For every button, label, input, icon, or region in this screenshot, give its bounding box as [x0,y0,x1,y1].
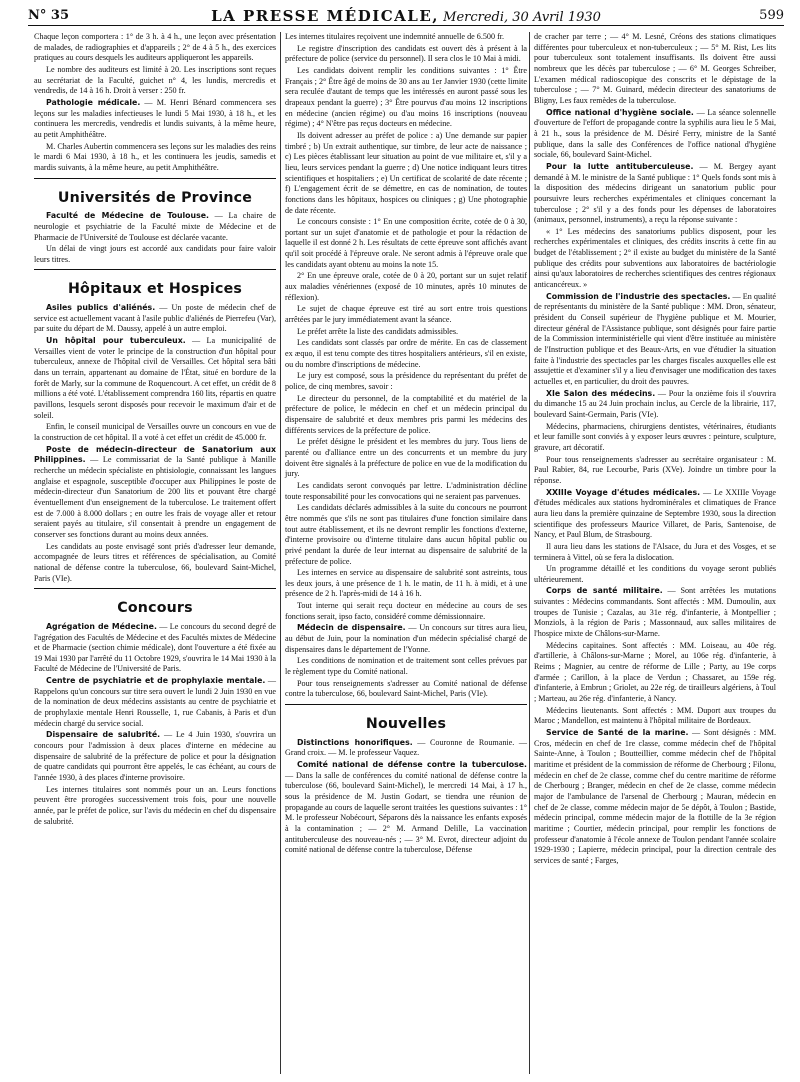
paragraph: Le sujet de chaque épreuve est tiré au sort entre trois questions arrêtées par le jury immédiatement avant la séance. [285,304,527,325]
page-header [28,4,784,26]
paragraph: Médecins, pharmaciens, chirurgiens dentistes, vétérinaires, étudiants et leur famille sont conviés à y exposer leurs œuvres : peinture, sculpture, gravure, art décoratif. [534,421,776,452]
paragraph: Il aura lieu dans les stations de l'Alsace, du Jura et des Vosges, et se terminera à Vittel, où se fera la dislocation. [534,541,776,562]
paragraph: Corps de santé militaire. — Sont arrêtées les mutations suivantes : Médecins commandants. Sont affectés : MM. Dumoulin, aux troupes de Tunisie ; Cazalas, au 31e rég. d'infanterie, à Montpellier ; Monziols, à la région de Paris ; Massonnaud, aux salles militaires de l'hospice mixte de Châlons-sur-Marne. [534,586,776,639]
section-title: Nouvelles [365,716,447,733]
paragraph: Pour tous renseignements s'adresser au Comité national de défense contre la tuberculose, 66, boulevard Saint-Michel, Paris (VIe). [285,678,527,699]
article-heading: Faculté de Médecine de Toulouse. [46,211,209,221]
journal-title: LA PRESSE MÉDICALE, [211,7,439,25]
section-title: Hôpitaux et Hospices [67,281,243,298]
article-heading: Pathologie médicale. [46,97,141,107]
paragraph: Centre de psychiatrie et de prophylaxie mentale. — Rappelons qu'un concours sur titre sera ouvert le lundi 2 Juin 1930 en vue de la nomination de deux médecins assistants au centre de psychiatrie et de prophylaxie mentale Henri Rousselle, 1, rue Cabanis, à Paris et d'un médecin chargé du service social. [34,676,277,728]
paragraph: Le concours consiste : 1° En une composition écrite, cotée de 0 à 30, portant sur un sujet d'anatomie et de pathologie et pour la rédaction de laquelle il est donné 2 h. Les résultats de cette épreuve sont affichés avant qu'il soit procédé à l'épreuve orale. Ne seront admis à l'épreuve orale que les candidats ayant obtenu au moins la note 15. [285,217,527,269]
paragraph: Les candidats seront convoqués par lettre. L'administration décline toute responsabilité pour les convocations qui ne seraient pas parvenues. [285,480,527,501]
article-heading: Agrégation de Médecine. [46,621,157,631]
page-number: 599 [759,8,784,23]
section-title: Concours [117,600,193,617]
article-heading: Distinctions honorifiques. [297,737,413,747]
paragraph: Les internes en service au dispensaire de salubrité sont astreints, tous les deux jours, à une présence de 1 h. le matin, de 11 h. à midi, et à une présence de 2 h. l'après-midi de 14 à 16 h. [285,568,527,599]
paragraph: Les candidats sont classés par ordre de mérite. En cas de classement ex æquo, il est tenu compte des titres hospitaliers antérieurs, s'il en existe, ou du nombre d'inscriptions de médecine. [285,338,527,369]
paragraph: Asiles publics d'aliénés. — Un poste de médecin chef de service est actuellement vacant à l'asile public d'aliénés de Pierrefeu (Var), par suite du départ de M. Daussy, appelé à un autre emploi. [34,303,276,334]
paragraph: Pour tous renseignements s'adresser au secrétaire organisateur : M. Paul Rabier, 84, rue Lecourbe, Paris (XVe). Joindre un timbre pour la réponse. [534,454,776,485]
paragraph: 2° En une épreuve orale, cotée de 0 à 20, portant sur un sujet relatif aux maladies vénériennes (exposé de 10 minutes, après 10 minutes de réflexion). [285,271,527,302]
paragraph: Distinctions honorifiques. — Couronne de Roumanie. — Grand croix. — M. le professeur Vaquez. [285,737,528,758]
article-heading: Un hôpital pour tuberculeux. [46,336,186,346]
article-heading: Asiles publics d'aliénés. [46,303,156,313]
article-heading: Comité national de défense contre la tuberculose. [297,760,527,769]
masthead [28,7,784,25]
article-heading: Commission de l'industrie des spectacles. [546,291,731,301]
paragraph: Chaque leçon comportera : 1° de 3 h. à 4 h., une leçon avec présentation de malades, de radiographies et d'appareils ; 2° de 4 à 5 h., des exercices pratiques au cours desquels les auditeurs appliqueront les appareils. [34,32,276,63]
column-divider [529,32,530,1074]
paragraph: Le nombre des auditeurs est limité à 20. Les inscriptions sont reçues au secrétariat de la Faculté, guichet n° 4, les lundis, mercredis et vendredis, de 14 à 16 h. Droit à verser : 250 fr. [34,64,276,96]
paragraph: Enfin, le conseil municipal de Versailles ouvre un concours en vue de la construction de cet hôpital. Il a voté à cet effet un crédit de 45.000 fr. [34,422,276,442]
paragraph: XIe Salon des médecins. — Pour la onzième fois il s'ouvrira du dimanche 15 au 24 Juin prochain inclus, au Cercle de la librairie, 117, boulevard Saint-Germain, Paris (VIe). [534,388,776,419]
article-heading: Service de Santé de la marine. [546,728,689,737]
section-rule [285,704,527,705]
paragraph: Médecin de dispensaire. — Un concours sur titres aura lieu, au début de Juin, pour la nomination d'un médecin spécialisé chargé de dispensaires dans le département de l'Yonne. [285,623,527,654]
paragraph: Un délai de vingt jours est accordé aux candidats pour faire valoir leurs titres. [34,244,276,264]
article-heading: Centre de psychiatrie et de prophylaxie mentale. [46,676,266,686]
section-title: Universités de Province [57,189,253,206]
column-1 [34,32,276,828]
paragraph: Les candidats doivent remplir les conditions suivantes : 1° Être Français ; 2° Être âgé de moins de 30 ans au 1er Janvier 1930 (cette limite sera reculée d'autant de temps que les intéressés en auront passé sous les drapeaux pendant la guerre) ; 3° Être pourvus d'au moins 12 inscriptions en médecine (ancien régime) ou d'au moins 16 inscriptions (nouveau régime) ; 4° N'être pas reçus docteurs en médecine. [285,65,527,129]
paragraph: Un hôpital pour tuberculeux. — La municipalité de Versailles vient de voter le principe de la construction d'un hôpital pour tuberculeux, annexe de l'hôpital civil de Versailles. Cet hôpital sera bâti dans un terrain, appartenant au domaine de l'État, situé en bordure de la forêt de Marly, sur la commune de Roquencourt. A cet effet, un crédit de 8 millions a été voté. L'établissement comprendra 160 lits, répartis en quatre pavillons, lesquels seront disposés pour recevoir le maximum d'air et de soleil. [34,336,276,420]
paragraph: Pour la lutte antituberculeuse. — M. Bergey ayant demandé à M. le ministre de la Santé publique : 1° Quels fonds sont mis à la disposition des médecins dirigeant un sanatorium public pour poursuivre leurs recherches expérimentales et cliniques concernant la tuberculose ; 2° s'il y a des fonds pour les dépenses de laboratoires (animaux, personnel, instruments), a reçu la réponse suivante : [534,161,776,225]
paragraph: Les conditions de nomination et de traitement sont celles prévues par le règlement type du Comité national. [285,656,527,677]
paragraph: « 1° Les médecins des sanatoriums publics disposent, pour les recherches expérimentales et cliniques, des crédits inscrits à cette fin au budget de l'établissement ; 2° il existe au budget du ministère de la Santé publique des crédits pour subventions aux laboratoires de bactériologie ainsi qu'aux laboratoires de recherches scientifiques des centres régionaux anticancéreux. » [534,226,776,290]
section-rule [34,178,276,179]
paragraph: Office national d'hygiène sociale. — La séance solennelle d'ouverture de l'effort de propagande contre la syphilis aura lieu le 5 Mai, à 21 h., sous la présidence de M. Désiré Ferry, ministre de la Santé publique, dans la salle des Conférences de l'office national d'hygiène sociale, 66, boulevard Saint-Michel. [534,107,776,160]
paragraph: Médecins capitaines. Sont affectés : MM. Loiseau, au 40e rég. d'artillerie, à Châlons-sur-Marne ; Morel, au 106e rég. d'infanterie, à Reims ; Magnier, au centre de réforme de Lille ; Party, au 19e corps d'armée ; Carillon, à la place de Verdun ; Chassaret, au 159e rég. d'infanterie, à Embrun ; Griolet, au 22e rég. de tirailleurs algériens, à Toul ; Marteau, au 26e rég. d'infanterie, à Nancy. [534,640,776,704]
paragraph: Poste de médecin-directeur de Sanatorium aux Philippines. — Le commissariat de la Santé publique à Manille recherche un médecin spécialiste en phtisiologie, connaissant les langues anglaise et espagnole, susceptible d'occuper aux Philippines le poste de médecin-directeur d'un Sanatorium de 200 lits et pouvant être chargé éventuellement d'un enseignement de la tuberculose. Le traitement offert est de 7.000 à 8.000 dollars ; en outre les frais de voyage aller et retour seraient payés au titulaire, s'il consentait à prendre un engagement de conserver ses fonctions durant au moins deux années. [34,444,276,539]
header-rule [28,25,784,26]
article-heading: Poste de médecin-directeur de Sanatorium aux Philippines. [34,444,276,465]
paragraph: Les internes titulaires reçoivent une indemnité annuelle de 6.500 fr. [285,32,505,41]
paragraph: Le jury est composé, sous la présidence du représentant du préfet de police, de cinq membres, savoir : [285,371,527,391]
article-heading: XIe Salon des médecins. [546,388,656,398]
paragraph: Le registre d'inscription des candidats est ouvert dès à présent à la préfecture de police (service du personnel). Il sera clos le 10 Mai à midi. [285,43,527,64]
column-3 [534,32,776,868]
section-rule [34,269,276,270]
article-heading: Corps de santé militaire. [546,586,663,596]
paragraph: Tout interne qui serait reçu docteur en médecine au cours de ses fonctions serait, ipso facto, considéré comme démissionnaire. [285,601,527,621]
paragraph: M. Charles Aubertin commencera ses leçons sur les maladies des reins le mardi 6 Mai 1930, à 18 h., et les continuera les jeudis, samedis et mardis suivants, à la même heure, au petit Amphithéâtre. [34,141,276,172]
article-heading: Médecin de dispensaire. [297,623,406,633]
section-rule [34,588,276,589]
paragraph: Un programme détaillé et les conditions du voyage seront publiés ultérieurement. [534,564,776,584]
paragraph: Pathologie médicale. — M. Henri Bénard commencera ses leçons sur les maladies infectieuses le lundi 5 Mai 1930, à 18 h., et les continuera les mercredis, vendredis et lundis suivants, à la même heure, au petit Amphithéâtre. [34,97,276,139]
paragraph: Commission de l'industrie des spectacles. — En qualité de représentants du ministère de la Santé publique : MM. Dron, sénateur, président du Conseil supérieur de l'hygiène publique et M. Mourier, directeur général de l'Assistance publique, sont désignés pour faire partie de la Commission interministérielle qui vient d'être instituée au ministère de l'Instruction publique et des Beaux-Arts, en vue d'étudier la situation faite à l'industrie des spectacles par les charges fiscales auxquelles elle est assujettie et d'examiner s'il y a lieu d'envisager une modification des taxes actuelles et, en particulier, du droit des pauvres. [534,291,776,386]
paragraph: Agrégation de Médecine. — Le concours du second degré de l'agrégation des Facultés de Médecine et des Facultés mixtes de Médecine et de Pharmacie (section chimie médicale), dont l'ouverture a été fixée au 19 Mai 1930 par l'arrêté du 11 Octobre 1929, s'ouvrira le 14 Mai 1930 à la Faculté de Médecine de l'Université de Paris. [34,621,276,674]
paragraph: Médecins lieutenants. Sont affectés : MM. Duport aux troupes du Maroc ; Mandellon, est maintenu à l'hôpital militaire de Bordeaux. [534,705,776,726]
paragraph: Faculté de Médecine de Toulouse. — La chaire de neurologie et psychiatrie de la Faculté mixte de Médecine et de Pharmacie de l'Université de Toulouse est déclarée vacante. [34,211,276,242]
paragraph: Ils doivent adresser au préfet de police : a) Une demande sur papier timbré ; b) Un extrait authentique, sur timbre, de leur acte de naissance ; c) Les pièces établissant leur situation au point de vue militaire et, s'il y a lieu, leurs services pendant la guerre ; d) Une notice indiquant leurs titres scientifiques et hospitaliers ; e) Un certificat de scolarité de date récente ; f) L'engagement écrit de se démettre, en cas de nomination, de toutes fonctions dans les hôpitaux, hospices ou cliniques ; g) Une photographie de date récente. [285,130,527,215]
paragraph: Service de Santé de la marine. — Sont désignés : MM. Cros, médecin en chef de 1re classe, comme médecin chef de l'hôpital Sainte-Anne, à Toulon ; Boutteillier, comme médecin chef de l'hôpital maritime et président de la commission de réforme de Cherbourg ; Filonu, médecin en chef de 2e classe, comme chef du centre maritime de réforme de Cherbourg ; Branger, médecin en chef de 2e classe, comme médecin major de l'ambulance de l'arsenal de Cherbourg ; Mauran, médecin en chef de 2e classe, comme médecin major de 5e dépôt, à Toulon ; Bastide, médecin principal, comme médecin major de la flottille de la 3e région maritime ; Courtier, médecin principal, pour remplir les fonctions de professeur d'anatomie à l'école annexe de Toulon pendant l'année scolaire 1929-1930 ; Lapierre, médecin principal, pour la direction centrale des services de santé ; Farges, [534,728,776,865]
article-heading: Dispensaire de salubrité. [46,730,161,740]
paragraph: Le préfet arrête la liste des candidats admissibles. [297,326,459,336]
paragraph: Comité national de défense contre la tuberculose. — Dans la salle de conférences du comité national de défense contre la tuberculose (66, boulevard Saint-Michel), le mercredi 14 Mai, à 17 h., sous la présidence de M. Justin Godart, se tiendra une réunion de propagande au cours de laquelle seront traitées les questions suivantes : 1° M. le professeur Nobécourt, Séparons dès la naissance les enfants exposés à la contamination ; — 2° M. Armand Delille, La vaccination antituberculeuse des nouveau-nés ; — 3° M. Evrot, directeur adjoint du comité national de défense contre la tuberculose, Défense [285,760,527,855]
paragraph: Les internes titulaires sont nommés pour un an. Leurs fonctions peuvent être prorogées successivement trois fois, pour une nouvelle année, par le préfet de police, sur l'avis du médecin en chef du dispensaire de salubrité. [34,784,276,826]
column-divider [280,32,281,1074]
paragraph: de cracher par terre ; — 4° M. Lesné, Créons des stations climatiques différentes pour tuberculeux et non-tuberculeux ; — 5° M. Rist, Les lits pour tuberculeux sont totalement insuffisants. Ils doivent être aussi nombreux que les décès par tuberculose ; — 6° M. Georges Schreiber, L'examen médical radioscopique des conscrits et le dépistage de la tuberculose ; — 7° M. Guinard, médecin directeur des sanatoriums de Bligny, Les faux remèdes de la tuberculose. [534,32,776,105]
paragraph: XXIIIe Voyage d'études médicales. — Le XXIIIe Voyage d'études médicales aux stations hydrominérales et climatiques de France aura lieu dans la première quinzaine de Septembre 1930, sous la direction scientifique des professeurs Maurice Villaret, de Paris, Santenoise, de Nancy, et Paul Blum, de Strasbourg. [534,487,776,540]
paragraph: Les candidats déclarés admissibles à la suite du concours ne pourront être nommés que s'ils ne sont pas titulaires d'une fonction similaire dans tout autre établissement, et ils ne devront remplir les fonctions d'externe, d'interne provisoire ou d'interne titulaire dans aucun hôpital public ou privé pendant la durée de leur internat au dispensaire de salubrité de la préfecture de police. [285,503,527,566]
paragraph: Les candidats au poste envisagé sont priés d'adresser leur demande, accompagnée de leurs titres et références de spécialisation, au Comité national de défense contre la tuberculose, 66, boulevard Saint-Michel, Paris (VIe). [34,541,276,583]
article-heading: Pour la lutte antituberculeuse. [546,161,694,171]
issue-date: Mercredi, 30 Avril 1930 [439,10,601,25]
article-heading: Office national d'hygiène sociale. [546,107,694,117]
paragraph: Le préfet désigne le président et les membres du jury. Tous liens de parenté ou d'alliance entre un des concurrents et un membre du jury doivent être signalés à la préfecture de police en vue de la modification du jury. [285,437,527,479]
article-heading: XXIIIe Voyage d'études médicales. [546,487,701,497]
issue-number: N° 35 [28,8,69,23]
column-2 [285,32,527,857]
paragraph: Dispensaire de salubrité. — Le 4 Juin 1930, s'ouvrira un concours pour l'admission à deux places d'interne en médecine au dispensaire de salubrité de la préfecture de police et pour la désignation de quatre candidats qui pourront être appelés, le cas échéant, au cours de l'année 1930, à des places d'interne provisoire. [34,730,276,783]
paragraph: Le directeur du personnel, de la comptabilité et du matériel de la préfecture de police, le médecin en chef et un médecin principal du dispensaire de salubrité et deux membres pris parmi les médecins des différents services de la préfecture de police. [285,393,527,435]
